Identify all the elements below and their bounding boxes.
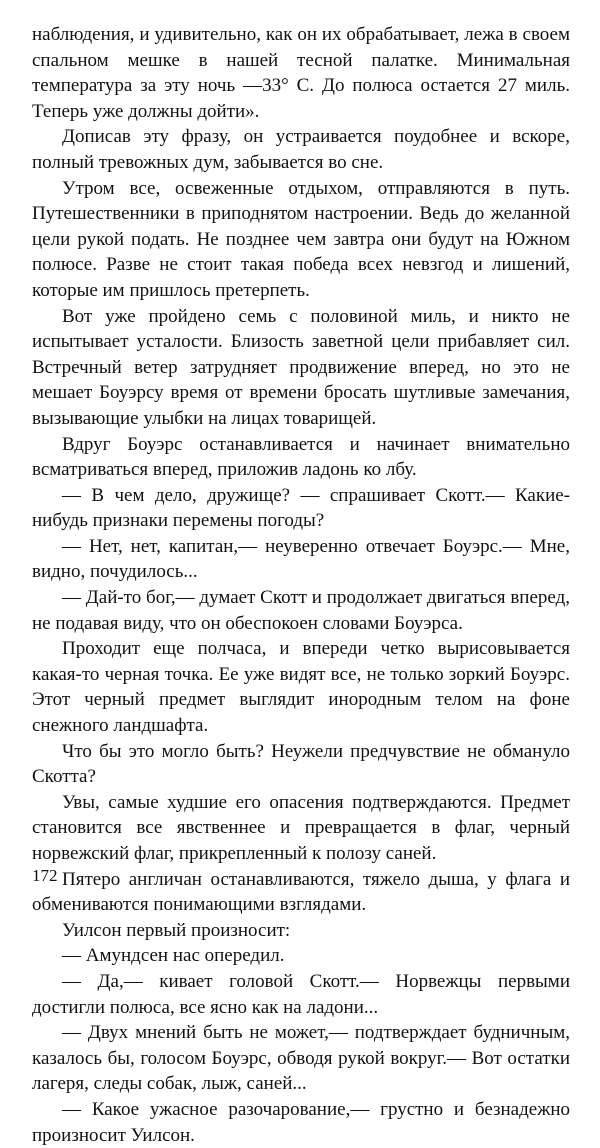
dialogue-line: — Да,— кивает головой Скотт.— Норвежцы первыми достигли полюса, все ясно как на ладони... bbox=[32, 970, 570, 1018]
paragraph: Увы, самые худшие его опасения подтверждаются. Предмет становится все явственнее и превращается в флаг, черный норвежский флаг, прикрепленный к полозу саней. bbox=[32, 791, 570, 864]
paragraph: Вот уже пройдено семь с половиной миль, и никто не испытывает усталости. Близость заветной цели прибавляет сил. Встречный ветер затрудняет продвижение вперед, но это не мешает Боуэрсу время от времени бросать шутливые замечания, вызывающие улыбки на лицах товарищей. bbox=[32, 305, 570, 429]
page-number: 172 bbox=[32, 866, 58, 885]
paragraph: Проходит еще полчаса, и впереди четко вырисовывается какая-то черная точка. Ее уже видят все, не только зоркий Боуэрс. Этот черный предмет выглядит инородным телом на фоне снежного ландшафта. bbox=[32, 638, 570, 737]
dialogue-line: — Какое ужасное разочарование,— грустно и безнадежно произносит Уилсон. bbox=[32, 1098, 570, 1146]
page-text bbox=[32, 22, 570, 1148]
dialogue-line: — Амундсен нас опередил. bbox=[62, 945, 285, 967]
paragraph: Дописав эту фразу, он устраивается поудобнее и вскоре, полный тревожных дум, забывается во сне. bbox=[32, 126, 570, 173]
paragraph: Что бы это могло быть? Неужели предчувствие не обмануло Скотта? bbox=[32, 740, 570, 788]
dialogue-line: — Нет, нет, капитан,— неуверенно отвечает Боуэрс.— Мне, видно, почудилось... bbox=[32, 535, 570, 583]
paragraph: Вдруг Боуэрс останавливается и начинает внимательно всматриваться вперед, приложив ладонь ко лбу. bbox=[32, 433, 570, 481]
paragraph: Утром все, освеженные отдыхом, отправляются в путь. Путешественники в приподнятом настроении. Ведь до желанной цели рукой подать. Не позднее чем завтра они будут на Южном полюсе. Разве не стоит такая победа всех невзгод и лишений, которые им пришлось претерпеть. bbox=[32, 177, 570, 301]
dialogue-line: — Двух мнений быть не может,— подтверждает будничным, казалось бы, голосом Боуэрс, обводя рукой вокруг.— Вот остатки лагеря, следы собак, лыж, саней... bbox=[32, 1022, 570, 1095]
paragraph: Уилсон первый произносит: bbox=[62, 919, 291, 941]
paragraph: Пятеро англичан останавливаются, тяжело дыша, у флага и обмениваются понимающими взглядами. bbox=[32, 868, 570, 916]
paragraph-continued: наблюдения, и удивительно, как он их обрабатывает, лежа в своем спальном мешке в нашей тесной палатке. Минимальная температура за эту ночь —33° С. До полюса остается 27 миль. Теперь уже должны дойти». bbox=[32, 24, 570, 122]
dialogue-line: — В чем дело, дружище? — спрашивает Скотт.— Какие-нибудь признаки перемены погоды? bbox=[32, 484, 570, 532]
dialogue-line: — Дай-то бог,— думает Скотт и продолжает двигаться вперед, не подавая виду, что он обеспокоен словами Боуэрса. bbox=[32, 587, 570, 634]
